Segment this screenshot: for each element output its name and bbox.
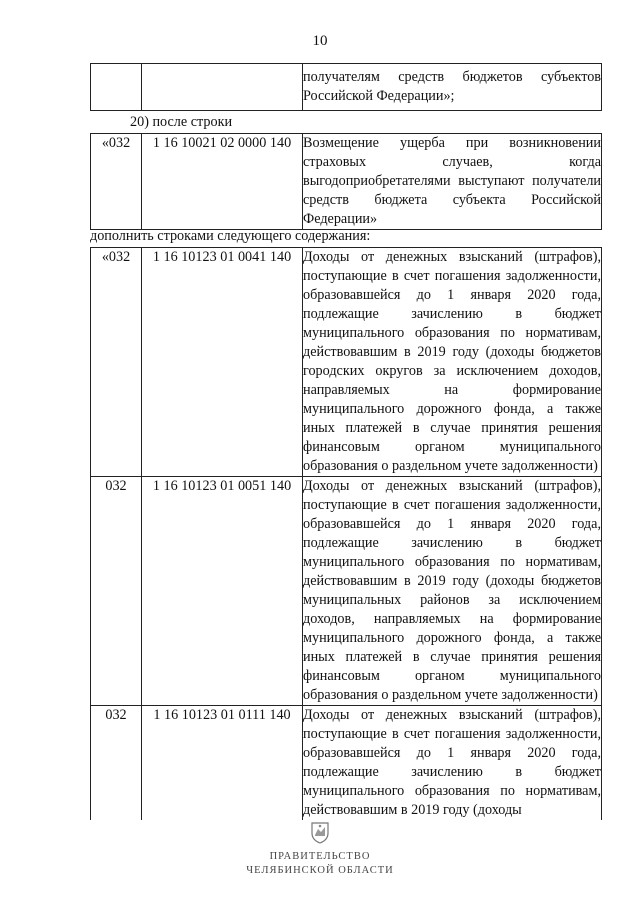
- footer-government-mark: [0, 820, 640, 877]
- table-new-rows-container: [90, 247, 602, 820]
- chelyabinsk-coat-of-arms-icon: [310, 820, 330, 849]
- table-row: [91, 64, 602, 111]
- table-cell-code-prefix: [91, 64, 142, 111]
- table-cell-kbk: 1 16 10123 01 0041 140: [142, 248, 303, 477]
- footer-line-2: ЧЕЛЯБИНСКОЙ ОБЛАСТИ: [246, 865, 394, 876]
- table-cell-code-prefix: «032: [91, 134, 142, 230]
- footer-line-1: ПРАВИТЕЛЬСТВО: [269, 851, 371, 862]
- table-cell-description: Возмещение ущерба при возникновении страховых случаев, когда выгодоприобретателями выступают получатели средств бюджета субъекта Российской Федерации»: [303, 134, 602, 230]
- table-fragment-top: [90, 63, 602, 111]
- table-cell-description: Доходы от денежных взысканий (штрафов), поступающие в счет погашения задолженности, образовавшейся до 1 января 2020 года, подлежащие зачислению в бюджет муниципального образования по нормативам, действовавшим в 2019 году (доходы бюджетов муниципальных районов за исключением доходов, направляемых на формирование муниципального дорожного фонда, а также иных платежей в случае принятия решения финансовым органом муниципального образования о раздельном учете задолженности): [303, 477, 602, 706]
- table-cell-kbk: [142, 64, 303, 111]
- table-cell-kbk: 1 16 10123 01 0051 140: [142, 477, 303, 706]
- table-cell-description: Доходы от денежных взысканий (штрафов), поступающие в счет погашения задолженности, образовавшейся до 1 января 2020 года, подлежащие зачислению в бюджет муниципального образования по нормативам, действовавшим в 2019 году (доходы: [303, 707, 601, 818]
- table-new-rows: [90, 247, 602, 820]
- table-row: [91, 706, 602, 821]
- instruction-after-line: 20) после строки: [130, 114, 233, 130]
- table-fragment-reference-row: [90, 133, 602, 230]
- table-cell-kbk: 1 16 10123 01 0111 140: [142, 706, 303, 821]
- table-cell-description: получателям средств бюджетов субъектов Российской Федерации»;: [303, 64, 602, 111]
- table-cell-description: Доходы от денежных взысканий (штрафов), поступающие в счет погашения задолженности, образовавшейся до 1 января 2020 года, подлежащие зачислению в бюджет муниципального образования по нормативам, действовавшим в 2019 году (доходы бюджетов городских округов за исключением доходов, направляемых на формирование муниципального дорожного фонда, а также иных платежей в случае принятия решения финансовым органом муниципального образования о раздельном учете задолженности): [303, 248, 602, 477]
- table-cell-code-prefix: «032: [91, 248, 142, 477]
- page-number: 10: [312, 33, 328, 49]
- table-cell-code-prefix: 032: [91, 477, 142, 706]
- table-row: [91, 248, 602, 477]
- table-row: [91, 134, 602, 230]
- table-cell-kbk: 1 16 10021 02 0000 140: [142, 134, 303, 230]
- instruction-add-lines: дополнить строками следующего содержания:: [90, 228, 371, 244]
- table-cell-code-prefix: 032: [91, 706, 142, 821]
- table-row: [91, 477, 602, 706]
